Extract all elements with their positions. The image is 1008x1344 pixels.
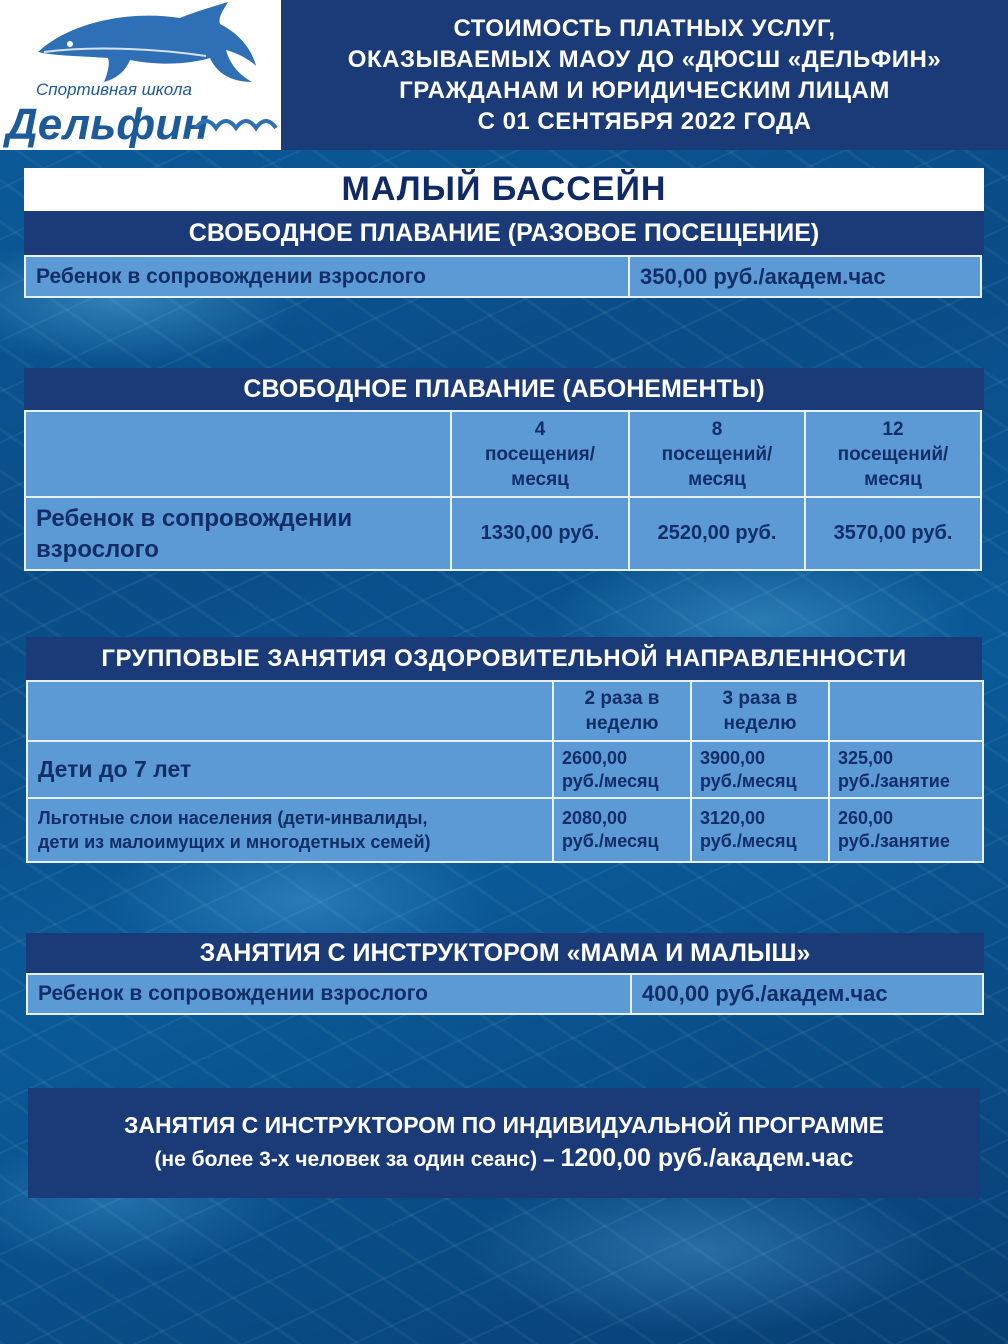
column-header-line: 4 xyxy=(534,418,546,440)
column-header xyxy=(691,681,829,741)
waves-icon xyxy=(194,108,280,138)
price-value: 3900,00 xyxy=(700,747,766,768)
price-cell: 3570,00 руб. xyxy=(805,497,981,570)
column-header-line: 3 раза в xyxy=(722,688,798,709)
price-cell xyxy=(691,741,829,798)
column-header-line: 8 xyxy=(711,418,723,440)
row-label: Ребенок в сопровождении взрослого xyxy=(25,256,629,297)
header-line: СТОИМОСТЬ ПЛАТНЫХ УСЛУГ, xyxy=(453,15,836,42)
table-row xyxy=(27,798,983,862)
column-header xyxy=(829,681,983,741)
row-label xyxy=(25,497,451,570)
individual-line-2 xyxy=(28,1141,980,1177)
row-label: Ребенок в сопровождении взрослого xyxy=(27,974,631,1014)
header-line: С 01 СЕНТЯБРЯ 2022 ГОДА xyxy=(477,108,812,135)
column-header-line: месяц xyxy=(511,468,569,490)
table-row xyxy=(27,741,983,798)
price-cell: 1330,00 руб. xyxy=(451,497,629,570)
column-header xyxy=(805,411,981,497)
row-label xyxy=(27,741,553,798)
pool-title: МАЛЫЙ БАССЕЙН xyxy=(24,168,984,211)
column-header-line: посещений/ xyxy=(837,443,949,465)
price-cell: 400,00 руб./академ.час xyxy=(631,974,983,1014)
column-header-line: месяц xyxy=(688,468,746,490)
empty-header-cell xyxy=(27,681,553,741)
price-unit: руб./месяц xyxy=(562,831,659,851)
individual-program-box xyxy=(28,1088,980,1198)
price-value: 2080,00 xyxy=(562,808,628,828)
column-header-line: неделю xyxy=(723,713,797,734)
group-heading: ГРУППОВЫЕ ЗАНЯТИЯ ОЗДОРОВИТЕЛЬНОЙ НАПРАВЛЕННОСТИ xyxy=(26,637,982,680)
individual-price: 1200,00 руб./академ.час xyxy=(560,1144,854,1172)
price-unit: руб./занятие xyxy=(838,770,950,791)
row-label-line: Ребенок в сопровождении xyxy=(36,504,353,532)
price-cell xyxy=(691,798,829,862)
column-header-line: 2 раза в xyxy=(584,688,660,709)
logo-caption: Спортивная школа xyxy=(36,80,192,99)
column-header-line: неделю xyxy=(585,713,659,734)
mom-baby-heading: ЗАНЯТИЯ С ИНСТРУКТОРОМ «МАМА И МАЛЫШ» xyxy=(26,933,984,973)
price-cell xyxy=(553,798,691,862)
header-line: ОКАЗЫВАЕМЫХ МАОУ ДО «ДЮСШ «ДЕЛЬФИН» xyxy=(347,46,942,73)
row-label-line: взрослого xyxy=(36,535,159,563)
column-header-line: посещения/ xyxy=(484,443,596,465)
subscriptions-heading: СВОБОДНОЕ ПЛАВАНИЕ (АБОНЕМЕНТЫ) xyxy=(24,368,984,410)
table-header-row xyxy=(27,681,983,741)
price-cell: 350,00 руб./академ.час xyxy=(629,256,981,297)
column-header-line: 12 xyxy=(882,418,904,440)
price-cell xyxy=(829,741,983,798)
row-label xyxy=(27,798,553,862)
price-unit: руб./месяц xyxy=(700,770,797,791)
page-header xyxy=(281,0,1008,150)
header-line: ГРАЖДАНАМ И ЮРИДИЧЕСКИМ ЛИЦАМ xyxy=(399,77,890,104)
school-logo xyxy=(0,0,281,150)
single-visit-heading: СВОБОДНОЕ ПЛАВАНИЕ (РАЗОВОЕ ПОСЕЩЕНИЕ) xyxy=(24,211,984,255)
price-unit: руб./месяц xyxy=(562,770,659,791)
column-header xyxy=(553,681,691,741)
individual-note: (не более 3-х человек за один сеанс) – xyxy=(154,1148,555,1171)
logo-name: Дельфин xyxy=(6,100,209,149)
individual-line-1: ЗАНЯТИЯ С ИНСТРУКТОРОМ ПО ИНДИВИДУАЛЬНОЙ ПРОГРАММЕ xyxy=(123,1112,884,1138)
price-value: 2600,00 xyxy=(562,747,628,768)
price-value: 260,00 xyxy=(838,808,894,828)
column-header-line: месяц xyxy=(864,468,922,490)
empty-header-cell xyxy=(25,411,451,497)
price-cell xyxy=(553,741,691,798)
table-row xyxy=(25,256,981,297)
table-row xyxy=(27,974,983,1014)
price-unit: руб./месяц xyxy=(700,831,797,851)
price-value: 3120,00 xyxy=(700,808,766,828)
column-header xyxy=(451,411,629,497)
row-label-line: Льготные слои населения (дети-инвалиды, xyxy=(38,808,428,828)
price-unit: руб./занятие xyxy=(838,831,950,851)
table-header-row xyxy=(25,411,981,497)
row-label-line: дети из малоимущих и многодетных семей) xyxy=(38,832,431,852)
mom-baby-table xyxy=(26,973,984,1015)
column-header xyxy=(629,411,805,497)
column-header-line: посещений/ xyxy=(661,443,773,465)
group-table xyxy=(26,680,984,863)
row-label-line: Дети до 7 лет xyxy=(38,756,192,782)
table-row xyxy=(25,497,981,570)
single-visit-table xyxy=(24,255,982,298)
price-cell: 2520,00 руб. xyxy=(629,497,805,570)
price-cell xyxy=(829,798,983,862)
subscriptions-table xyxy=(24,410,982,571)
price-value: 325,00 xyxy=(838,747,894,768)
